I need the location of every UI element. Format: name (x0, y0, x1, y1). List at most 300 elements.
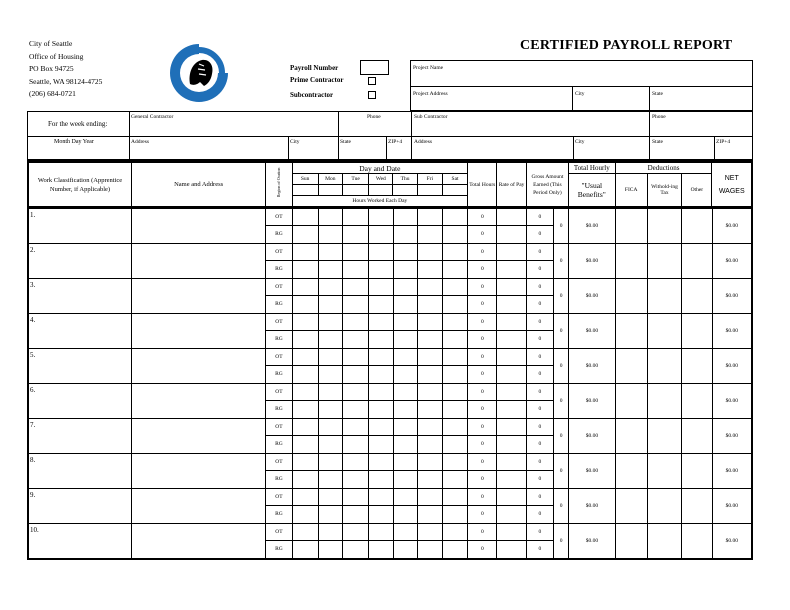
fica-cell[interactable] (615, 208, 647, 243)
hours-cell[interactable] (292, 208, 318, 226)
hours-cell[interactable] (318, 541, 342, 559)
hours-cell[interactable] (318, 383, 342, 401)
hours-cell[interactable] (393, 471, 417, 489)
hours-cell[interactable] (393, 506, 417, 524)
hours-cell[interactable] (318, 366, 342, 384)
fica-cell[interactable] (615, 348, 647, 383)
rg-rate-cell[interactable] (497, 261, 526, 279)
hours-cell[interactable] (292, 296, 318, 314)
hours-cell[interactable] (318, 506, 342, 524)
ot-label: OT (266, 523, 292, 541)
withholding-cell[interactable] (647, 313, 681, 348)
date-cell[interactable] (442, 185, 467, 196)
hours-cell[interactable] (369, 541, 393, 559)
row-number: 5. (29, 348, 132, 383)
hours-cell[interactable] (292, 541, 318, 559)
ot-label: OT (266, 383, 292, 401)
hours-cell[interactable] (318, 523, 342, 541)
hours-cell[interactable] (393, 208, 417, 226)
hours-cell[interactable] (417, 401, 442, 419)
project-name-label: Project Name (413, 65, 444, 71)
ot-rate-cell[interactable] (497, 418, 526, 436)
hours-cell[interactable] (442, 278, 467, 296)
hours-cell[interactable] (417, 313, 442, 331)
agency-address (29, 38, 102, 101)
rg-rate-cell[interactable] (497, 331, 526, 349)
hours-cell[interactable] (417, 261, 442, 279)
usual-benefits-value: $0.00 (569, 348, 615, 383)
hours-cell[interactable] (343, 331, 369, 349)
usual-benefits-value: $0.00 (569, 488, 615, 523)
hours-cell[interactable] (343, 471, 369, 489)
fica-cell[interactable] (615, 313, 647, 348)
rg-total-hours: 0 (468, 506, 497, 524)
other-cell[interactable] (682, 348, 712, 383)
ot-total-hours: 0 (468, 383, 497, 401)
ot-label: OT (266, 348, 292, 366)
hours-cell[interactable] (369, 331, 393, 349)
name-address-cell[interactable] (131, 453, 265, 488)
sub-phone-label: Phone (652, 114, 666, 120)
hours-cell[interactable] (393, 331, 417, 349)
ot-gross: 0 (526, 453, 553, 471)
rate-pay-header: Rate of Pay (497, 163, 526, 207)
hours-cell[interactable] (343, 296, 369, 314)
rg-total-hours: 0 (468, 366, 497, 384)
project-city-label: City (575, 91, 585, 97)
hours-cell[interactable] (343, 523, 369, 541)
hours-cell[interactable] (292, 331, 318, 349)
ot-total-hours: 0 (468, 208, 497, 226)
row-number: 1. (29, 208, 132, 243)
hours-cell[interactable] (442, 401, 467, 419)
rg-gross: 0 (526, 436, 553, 454)
hours-cell[interactable] (343, 488, 369, 506)
gc-address-label: Address (131, 139, 150, 145)
hours-cell[interactable] (292, 506, 318, 524)
hours-cell[interactable] (343, 348, 369, 366)
ot-rate-cell[interactable] (497, 488, 526, 506)
rg-gross: 0 (526, 226, 553, 244)
payroll-table (27, 160, 753, 560)
day-wed: Wed (369, 174, 393, 185)
hours-cell[interactable] (393, 401, 417, 419)
rg-rate-cell[interactable] (497, 506, 526, 524)
project-block (410, 60, 753, 111)
agency-line-1: City of Seattle (29, 39, 73, 48)
day-mon: Mon (318, 174, 342, 185)
hours-cell[interactable] (292, 488, 318, 506)
name-address-cell[interactable] (131, 208, 265, 243)
project-address-label: Project Address (413, 91, 448, 97)
hours-cell[interactable] (318, 278, 342, 296)
date-cell[interactable] (342, 185, 368, 196)
hours-cell[interactable] (417, 436, 442, 454)
hours-cell[interactable] (318, 226, 342, 244)
other-cell[interactable] (682, 208, 712, 243)
net-wages-value: $0.00 (712, 348, 751, 383)
hours-cell[interactable] (369, 418, 393, 436)
hours-cell[interactable] (393, 296, 417, 314)
ot-gross: 0 (526, 418, 553, 436)
hours-cell[interactable] (393, 313, 417, 331)
rg-gross: 0 (526, 366, 553, 384)
ot-label: OT (266, 208, 292, 226)
gross-total: 0 (554, 313, 569, 348)
hours-cell[interactable] (417, 226, 442, 244)
hours-cell[interactable] (393, 243, 417, 261)
ot-total-hours: 0 (468, 488, 497, 506)
ot-rate-cell[interactable] (497, 523, 526, 541)
hours-cell[interactable] (343, 278, 369, 296)
ot-total-hours: 0 (468, 313, 497, 331)
rg-total-hours: 0 (468, 226, 497, 244)
hours-cell[interactable] (369, 436, 393, 454)
ot-total-hours: 0 (468, 453, 497, 471)
hours-cell[interactable] (292, 418, 318, 436)
name-address-cell[interactable] (131, 348, 265, 383)
hours-cell[interactable] (318, 296, 342, 314)
hours-cell[interactable] (343, 366, 369, 384)
rg-gross: 0 (526, 261, 553, 279)
usual-benefits-value: $0.00 (569, 418, 615, 453)
hours-cell[interactable] (417, 506, 442, 524)
date-cell[interactable] (393, 185, 417, 196)
rg-label: RG (266, 436, 292, 454)
hours-cell[interactable] (343, 436, 369, 454)
hours-cell[interactable] (369, 208, 393, 226)
work-class-header: Work Classification (Apprentice Number, if Applicable) (29, 163, 132, 207)
name-address-cell[interactable] (131, 488, 265, 523)
prime-contractor-label: Prime Contractor (290, 76, 344, 84)
subcontractor-checkbox[interactable] (368, 91, 376, 99)
hours-cell[interactable] (442, 261, 467, 279)
hours-cell[interactable] (417, 278, 442, 296)
rg-total-hours: 0 (468, 296, 497, 314)
rg-gross: 0 (526, 506, 553, 524)
hours-cell[interactable] (393, 436, 417, 454)
ot-total-hours: 0 (468, 278, 497, 296)
other-cell[interactable] (682, 523, 712, 558)
withholding-cell[interactable] (647, 243, 681, 278)
hours-cell[interactable] (442, 453, 467, 471)
hours-cell[interactable] (369, 243, 393, 261)
gross-total: 0 (554, 383, 569, 418)
city-seal-icon (166, 40, 232, 106)
other-cell[interactable] (682, 313, 712, 348)
rg-label: RG (266, 471, 292, 489)
report-title: CERTIFIED PAYROLL REPORT (520, 38, 733, 53)
rg-label: RG (266, 366, 292, 384)
row-number: 8. (29, 453, 132, 488)
hours-cell[interactable] (417, 523, 442, 541)
hours-cell[interactable] (417, 296, 442, 314)
hours-cell[interactable] (343, 401, 369, 419)
hours-cell[interactable] (292, 348, 318, 366)
hours-cell[interactable] (369, 523, 393, 541)
hours-cell[interactable] (292, 243, 318, 261)
hours-cell[interactable] (393, 488, 417, 506)
rg-label: RG (266, 506, 292, 524)
employee-row (29, 243, 752, 261)
usual-benefits-value: $0.00 (569, 453, 615, 488)
region-header: Region of Ocation (276, 167, 282, 198)
rg-rate-cell[interactable] (497, 471, 526, 489)
payroll-number-input[interactable] (360, 60, 389, 75)
hours-cell[interactable] (318, 348, 342, 366)
ot-label: OT (266, 278, 292, 296)
date-cell[interactable] (417, 185, 442, 196)
hours-cell[interactable] (417, 453, 442, 471)
hours-cell[interactable] (318, 243, 342, 261)
ot-rate-cell[interactable] (497, 453, 526, 471)
hours-cell[interactable] (369, 226, 393, 244)
hours-cell[interactable] (369, 278, 393, 296)
hours-cell[interactable] (393, 418, 417, 436)
hours-cell[interactable] (318, 313, 342, 331)
hours-cell[interactable] (442, 488, 467, 506)
ot-gross: 0 (526, 523, 553, 541)
hours-cell[interactable] (318, 261, 342, 279)
name-address-cell[interactable] (131, 383, 265, 418)
date-cell[interactable] (318, 185, 342, 196)
hours-cell[interactable] (318, 488, 342, 506)
gross-total: 0 (554, 523, 569, 558)
gc-zip-label: ZIP+4 (388, 139, 403, 145)
hours-cell[interactable] (442, 471, 467, 489)
hours-cell[interactable] (417, 208, 442, 226)
ot-rate-cell[interactable] (497, 348, 526, 366)
withholding-cell[interactable] (647, 348, 681, 383)
withholding-cell[interactable] (647, 523, 681, 558)
withholding-cell[interactable] (647, 418, 681, 453)
hours-cell[interactable] (292, 523, 318, 541)
ot-rate-cell[interactable] (497, 383, 526, 401)
employee-row (29, 418, 752, 436)
ot-label: OT (266, 488, 292, 506)
withholding-cell[interactable] (647, 208, 681, 243)
hours-cell[interactable] (343, 208, 369, 226)
hours-cell[interactable] (369, 488, 393, 506)
date-cell[interactable] (369, 185, 393, 196)
day-thu: Thu (393, 174, 417, 185)
hours-cell[interactable] (369, 348, 393, 366)
hours-cell[interactable] (292, 313, 318, 331)
hours-cell[interactable] (393, 541, 417, 559)
hours-cell[interactable] (292, 383, 318, 401)
deductions-header: Deductions (615, 163, 712, 174)
gross-header: Gross Amount Earned (This Period Only) (526, 163, 568, 207)
sub-zip-label: ZIP+4 (716, 139, 731, 145)
hours-cell[interactable] (442, 366, 467, 384)
hours-cell[interactable] (318, 331, 342, 349)
rg-gross: 0 (526, 331, 553, 349)
date-cell[interactable] (292, 185, 318, 196)
hours-cell[interactable] (442, 418, 467, 436)
hours-cell[interactable] (318, 401, 342, 419)
gross-total: 0 (554, 243, 569, 278)
fica-cell[interactable] (615, 278, 647, 313)
other-cell[interactable] (682, 243, 712, 278)
week-ending-label: For the week ending: (48, 120, 108, 128)
rg-total-hours: 0 (468, 471, 497, 489)
hours-cell[interactable] (442, 243, 467, 261)
hours-cell[interactable] (369, 471, 393, 489)
prime-contractor-checkbox[interactable] (368, 77, 376, 85)
other-cell[interactable] (682, 383, 712, 418)
hours-cell[interactable] (393, 261, 417, 279)
hours-cell[interactable] (318, 471, 342, 489)
hours-cell[interactable] (318, 436, 342, 454)
hours-cell[interactable] (343, 243, 369, 261)
hours-cell[interactable] (369, 313, 393, 331)
ot-rate-cell[interactable] (497, 243, 526, 261)
hours-cell[interactable] (369, 383, 393, 401)
fica-cell[interactable] (615, 453, 647, 488)
hours-cell[interactable] (292, 401, 318, 419)
hours-cell[interactable] (442, 331, 467, 349)
hours-cell[interactable] (442, 226, 467, 244)
ot-label: OT (266, 418, 292, 436)
employee-row (29, 278, 752, 296)
name-address-cell[interactable] (131, 313, 265, 348)
hours-cell[interactable] (369, 506, 393, 524)
withholding-cell[interactable] (647, 453, 681, 488)
other-cell[interactable] (682, 488, 712, 523)
day-sat: Sat (442, 174, 467, 185)
name-address-cell[interactable] (131, 278, 265, 313)
net-wages-value: $0.00 (712, 243, 751, 278)
month-day-year-label: Month Day Year (54, 139, 94, 145)
withholding-cell[interactable] (647, 383, 681, 418)
ot-rate-cell[interactable] (497, 313, 526, 331)
hours-cell[interactable] (369, 453, 393, 471)
rg-rate-cell[interactable] (497, 366, 526, 384)
total-hourly-header: Total Hourly (569, 163, 615, 174)
hours-cell[interactable] (343, 261, 369, 279)
name-address-cell[interactable] (131, 243, 265, 278)
fica-cell[interactable] (615, 383, 647, 418)
row-number: 10. (29, 523, 132, 558)
withholding-header: Withold-ing Tax (647, 174, 681, 207)
hours-cell[interactable] (318, 453, 342, 471)
gc-phone-label: Phone (367, 114, 381, 120)
hours-cell[interactable] (369, 261, 393, 279)
hours-cell[interactable] (417, 348, 442, 366)
hours-cell[interactable] (442, 523, 467, 541)
hours-cell[interactable] (442, 541, 467, 559)
rg-rate-cell[interactable] (497, 541, 526, 559)
hours-cell[interactable] (393, 453, 417, 471)
rg-label: RG (266, 541, 292, 559)
hours-cell[interactable] (343, 418, 369, 436)
hours-cell[interactable] (292, 453, 318, 471)
hours-cell[interactable] (417, 243, 442, 261)
hours-cell[interactable] (417, 471, 442, 489)
hours-cell[interactable] (417, 488, 442, 506)
hours-cell[interactable] (369, 401, 393, 419)
ot-rate-cell[interactable] (497, 208, 526, 226)
hours-cell[interactable] (442, 313, 467, 331)
hours-cell[interactable] (343, 226, 369, 244)
hours-cell[interactable] (369, 296, 393, 314)
hours-cell[interactable] (393, 278, 417, 296)
withholding-cell[interactable] (647, 278, 681, 313)
fica-cell[interactable] (615, 243, 647, 278)
hours-cell[interactable] (292, 366, 318, 384)
hours-cell[interactable] (343, 313, 369, 331)
sub-address-label: Address (414, 139, 433, 145)
subcontractor-label: Subcontractor (290, 91, 334, 99)
hours-cell[interactable] (393, 348, 417, 366)
rg-label: RG (266, 261, 292, 279)
fica-cell[interactable] (615, 488, 647, 523)
hours-cell[interactable] (343, 541, 369, 559)
rg-total-hours: 0 (468, 261, 497, 279)
hours-cell[interactable] (369, 366, 393, 384)
sub-contractor-label: Sub Contractor (414, 114, 448, 120)
hours-cell[interactable] (417, 418, 442, 436)
hours-cell[interactable] (442, 348, 467, 366)
rg-rate-cell[interactable] (497, 401, 526, 419)
hours-cell[interactable] (442, 506, 467, 524)
gross-total: 0 (554, 488, 569, 523)
hours-cell[interactable] (417, 366, 442, 384)
rg-total-hours: 0 (468, 541, 497, 559)
other-cell[interactable] (682, 418, 712, 453)
hours-cell[interactable] (343, 383, 369, 401)
hours-cell[interactable] (292, 226, 318, 244)
hours-cell[interactable] (292, 278, 318, 296)
hours-cell[interactable] (442, 208, 467, 226)
hours-cell[interactable] (318, 208, 342, 226)
rg-label: RG (266, 331, 292, 349)
withholding-cell[interactable] (647, 488, 681, 523)
hours-cell[interactable] (442, 296, 467, 314)
ot-gross: 0 (526, 313, 553, 331)
hours-cell[interactable] (393, 226, 417, 244)
hours-cell[interactable] (393, 383, 417, 401)
name-address-cell[interactable] (131, 523, 265, 558)
row-number: 4. (29, 313, 132, 348)
hours-cell[interactable] (393, 523, 417, 541)
hours-cell[interactable] (292, 471, 318, 489)
hours-cell[interactable] (442, 383, 467, 401)
other-cell[interactable] (682, 453, 712, 488)
hours-cell[interactable] (417, 331, 442, 349)
hours-cell[interactable] (292, 261, 318, 279)
hours-cell[interactable] (318, 418, 342, 436)
rg-label: RG (266, 296, 292, 314)
hours-cell[interactable] (417, 541, 442, 559)
hours-cell[interactable] (417, 383, 442, 401)
name-address-cell[interactable] (131, 418, 265, 453)
hours-cell[interactable] (292, 436, 318, 454)
rg-rate-cell[interactable] (497, 436, 526, 454)
ot-rate-cell[interactable] (497, 278, 526, 296)
ot-total-hours: 0 (468, 418, 497, 436)
hours-cell[interactable] (393, 366, 417, 384)
hours-cell[interactable] (442, 436, 467, 454)
rg-rate-cell[interactable] (497, 226, 526, 244)
other-cell[interactable] (682, 278, 712, 313)
net-wages-value: $0.00 (712, 278, 751, 313)
fica-cell[interactable] (615, 523, 647, 558)
hours-cell[interactable] (343, 506, 369, 524)
fica-cell[interactable] (615, 418, 647, 453)
rg-rate-cell[interactable] (497, 296, 526, 314)
hours-cell[interactable] (343, 453, 369, 471)
